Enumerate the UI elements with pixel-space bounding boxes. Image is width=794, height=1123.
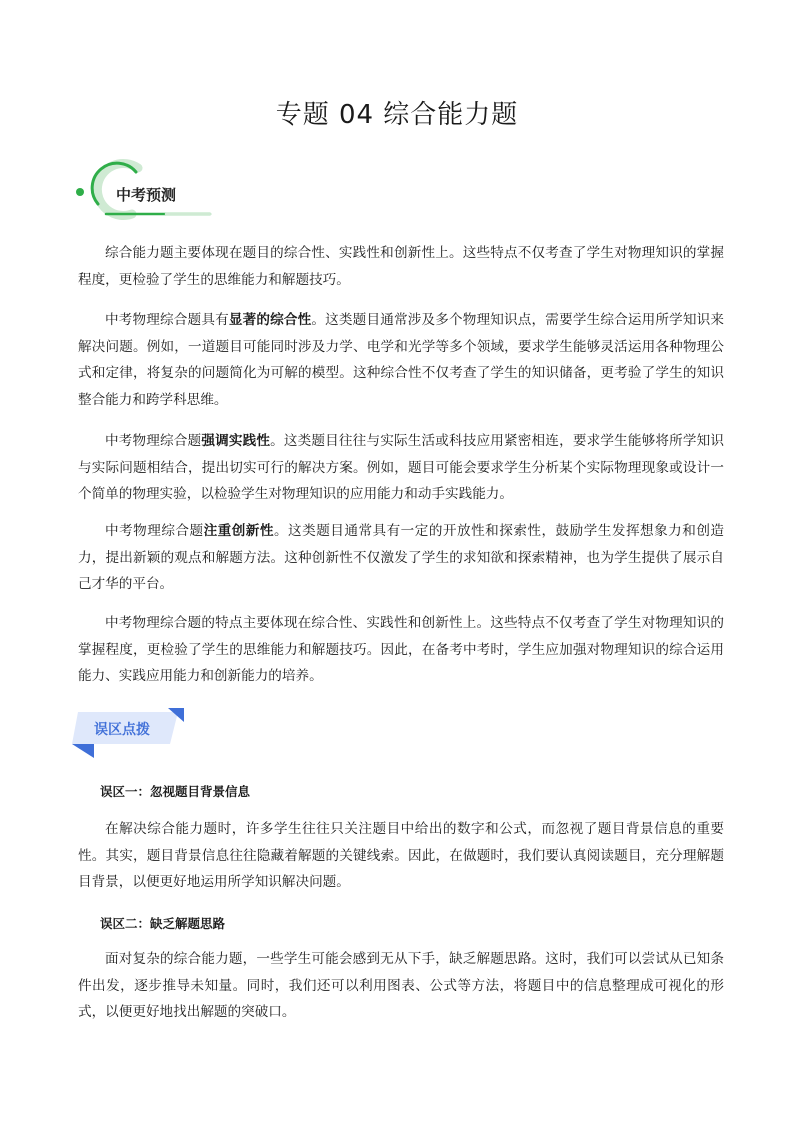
section-badge-forecast bbox=[70, 158, 220, 224]
section-heading-forecast: 中考预测 bbox=[116, 186, 177, 204]
section-heading-mistakes: 误区点拨 bbox=[94, 722, 150, 738]
feature-paragraph-3: 中考物理综合题注重创新性。这类题目通常具有一定的开放性和探索性，鼓励学生发挥想象力和创造力，提出新颖的观点和解题方法。这种创新性不仅激发了学生的求知欲和探索精神，也为学生提供了展示自己才华的平台。 bbox=[78, 523, 725, 592]
emphasis-text: 注重创新性 bbox=[203, 523, 274, 539]
mistake-title-1: 误区一：忽视题目背景信息 bbox=[100, 784, 251, 799]
summary-paragraph: 中考物理综合题的特点主要体现在综合性、实践性和创新性上。这些特点不仅考查了学生对物理知识的掌握程度，更检验了学生的思维能力和解题技巧。因此，在备考中考时，学生应加强对物理知识的综合运用能力、实践应用能力和创新能力的培养。 bbox=[78, 615, 724, 684]
page-title: 专题 04 综合能力题 bbox=[275, 100, 519, 130]
emphasis-text: 强调实践性 bbox=[201, 433, 271, 449]
mistake-title-2: 误区二：缺乏解题思路 bbox=[100, 916, 226, 931]
feature-paragraph-2: 中考物理综合题强调实践性。这类题目往往与实际生活或科技应用紧密相连，要求学生能够将所学知识与实际问题相结合，提出切实可行的解决方案。例如，题目可能会要求学生分析某个实际物理现象或设计一个简单的物理实验，以检验学生对物理知识的应用能力和动手实践能力。 bbox=[78, 433, 725, 502]
mistake-body-2: 面对复杂的综合能力题，一些学生可能会感到无从下手，缺乏解题思路。这时，我们可以尝试从已知条件出发，逐步推导未知量。同时，我们还可以利用图表、公式等方法，将题目中的信息整理成可视化的形式，以便更好地找出解题的突破口。 bbox=[78, 951, 724, 1020]
section-badge-mistakes bbox=[72, 708, 184, 760]
feature-paragraph-1: 中考物理综合题具有显著的综合性。这类题目通常涉及多个物理知识点，需要学生综合运用所学知识来解决问题。例如，一道题目可能同时涉及力学、电学和光学等多个领域，要求学生能够灵活运用各种物理公式和定律，将复杂的问题简化为可解的模型。这种综合性不仅考查了学生的知识储备，更考验了学生的知识整合能力和跨学科思维。 bbox=[78, 312, 725, 408]
emphasis-text: 显著的综合性 bbox=[228, 312, 312, 328]
mistake-body-1: 在解决综合能力题时，许多学生往往只关注题目中给出的数字和公式，而忽视了题目背景信息的重要性。其实，题目背景信息往往隐藏着解题的关键线索。因此，在做题时，我们要认真阅读题目，充分理解题目背景，以便更好地运用所学知识解决问题。 bbox=[78, 821, 724, 890]
intro-paragraph: 综合能力题主要体现在题目的综合性、实践性和创新性上。这些特点不仅考查了学生对物理知识的掌握程度，更检验了学生的思维能力和解题技巧。 bbox=[78, 245, 724, 288]
